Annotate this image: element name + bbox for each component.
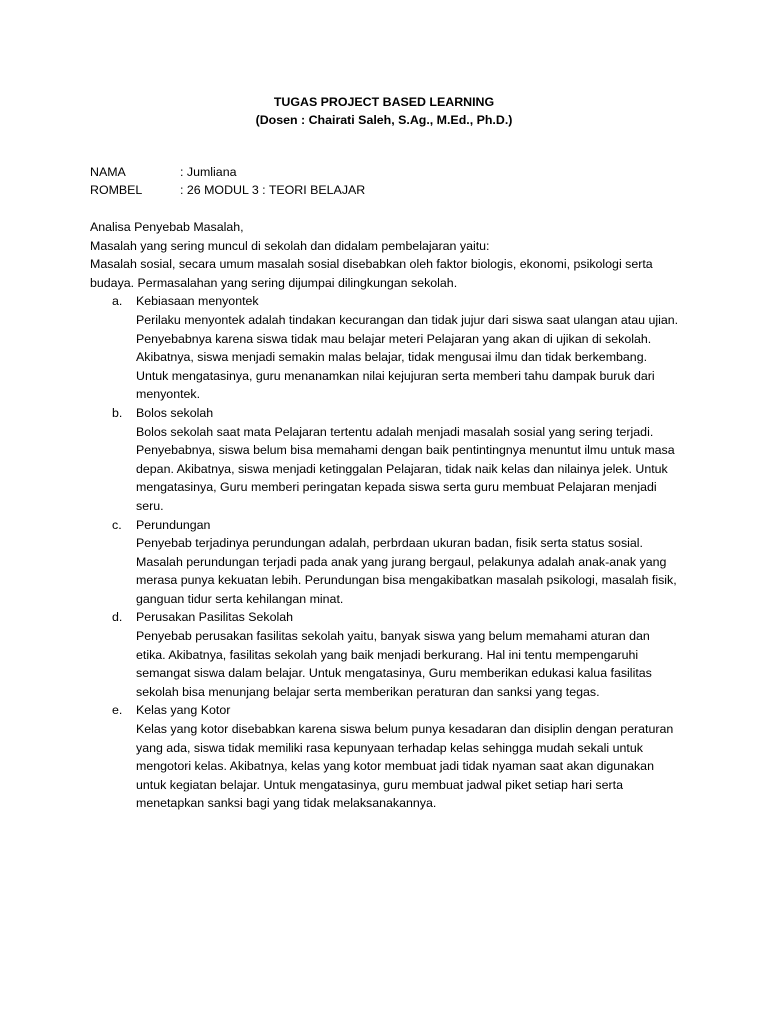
rombel-value: : 26 MODUL 3 : TEORI BELAJAR <box>180 183 366 197</box>
section-heading: Analisa Penyebab Masalah, <box>90 220 244 234</box>
list-marker: b. <box>112 405 123 420</box>
intro-line: Masalah yang sering muncul di sekolah dan didalam pembelajaran yaitu: <box>90 238 490 253</box>
lecturer-line: (Dosen : Chairati Saleh, S.Ag., M.Ed., Ph.D.) <box>255 113 513 127</box>
list-marker: c. <box>112 517 122 532</box>
list-item <box>90 516 680 609</box>
name-value: : Jumliana <box>180 165 237 179</box>
item-title: Perundungan <box>136 517 211 532</box>
item-title: Kebiasaan menyontek <box>136 294 259 309</box>
document-title: TUGAS PROJECT BASED LEARNING <box>273 95 495 109</box>
list-item <box>90 701 680 813</box>
rombel-label: ROMBEL <box>90 183 143 197</box>
item-text: Perilaku menyontek adalah tindakan kecurangan dan tidak jujur dari siswa saat ulangan atau ujian. Penyebabnya karena siswa tidak mau belajar meteri Pelajaran yang akan di ujikan di sekolah. Akibatnya, siswa menjadi semakin malas belajar, tidak mengusai ilmu dan tidak berkembang. Untuk mengatasinya, guru menanamkan nilai kejujuran serta memberi tahu dampak buruk dari menyontek. <box>136 312 679 402</box>
list-marker: d. <box>112 610 123 625</box>
list-marker: e. <box>112 703 123 718</box>
list-item <box>90 404 680 516</box>
intro-paragraph: Masalah sosial, secara umum masalah sosial disebabkan oleh faktor biologis, ekonomi, psikologi serta budaya. Permasalahan yang sering dijumpai dilingkungan sekolah. <box>90 257 653 290</box>
rombel-row <box>90 181 365 200</box>
item-text: Kelas yang kotor disebabkan karena siswa belum punya kesadaran dan disiplin dengan peraturan yang ada, siswa tidak memiliki rasa kepunyaan terhadap kelas sehingga mudah sekali untuk mengotori kelas. Akibatnya, kelas yang kotor membuat jadi tidak nyaman saat akan digunakan untuk kegiatan belajar. Untuk mengatasinya, guru membuat jadwal piket setiap hari serta menetapkan sanksi bagi yang tidak melaksanakannya. <box>136 722 674 811</box>
name-row <box>90 163 236 182</box>
list-item <box>90 292 680 404</box>
item-text: Bolos sekolah saat mata Pelajaran tertentu adalah menjadi masalah sosial yang sering terjadi. Penyebabnya, siswa belum bisa memahami dengan baik pentintingnya menuntut ilmu untuk masa depan. Akibatnya, siswa menjadi ketinggalan Pelajaran, tidak naik kelas dan nilainya jelek. Untuk mengatasinya, Guru memberi peringatan kepada siswa serta guru membuat Pelajaran menjadi seru. <box>136 424 675 513</box>
document-body <box>90 218 680 813</box>
item-title: Bolos sekolah <box>136 405 214 420</box>
list-item <box>90 608 680 701</box>
item-text: Penyebab perusakan fasilitas sekolah yaitu, banyak siswa yang belum memahami aturan dan etika. Akibatnya, fasilitas sekolah yang baik menjadi berkurang. Hal ini tentu mempengaruhi semangat siswa dalam belajar. Untuk mengatasinya, Guru memberikan edukasi kalua fasilitas sekolah bisa menunjang belajar serta memberikan peraturan dan sanksi yang tegas. <box>136 629 652 699</box>
problem-list <box>90 292 680 813</box>
item-title: Kelas yang Kotor <box>136 703 231 718</box>
item-text: Penyebab terjadinya perundungan adalah, perbrdaan ukuran badan, fisik serta status sosial. Masalah perundungan terjadi pada anak yang jurang bergaul, pelakunya adalah anak-anak yang merasa punya kekuatan lebih. Perundungan bisa mengakibatkan masalah psikologi, masalah fisik, ganguan tidur serta kehilangan minat. <box>136 536 677 606</box>
list-marker: a. <box>112 294 123 309</box>
name-label: NAMA <box>90 165 126 179</box>
item-title: Perusakan Pasilitas Sekolah <box>136 610 294 625</box>
